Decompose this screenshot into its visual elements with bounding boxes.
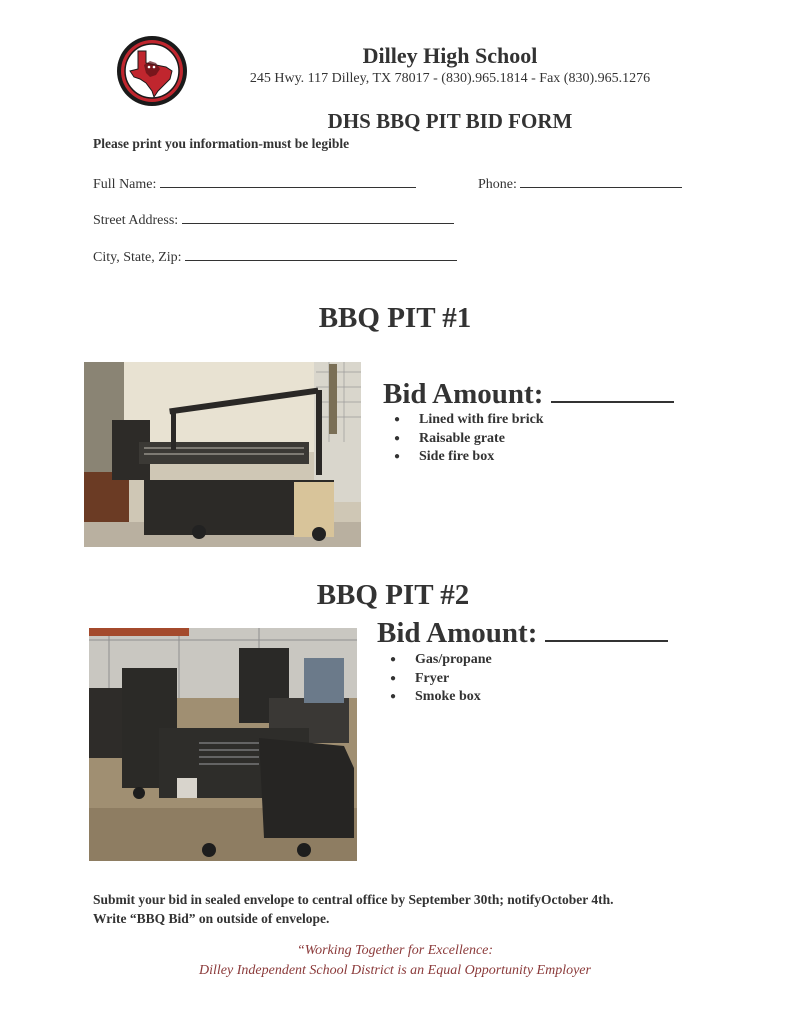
pit-2-bid-label: Bid Amount:: [377, 617, 538, 649]
phone-field: [478, 174, 682, 193]
footer: [140, 941, 650, 981]
pit-1-photo: [84, 362, 361, 547]
pit-2-feature-3: ● Smoke box: [390, 688, 492, 707]
school-address: 245 Hwy. 117 Dilley, TX 78017 - (830).965.1814 - Fax (830).965.1276: [249, 71, 651, 86]
pit-1-bid-input[interactable]: [551, 381, 674, 403]
school-logo: [116, 35, 188, 107]
city-state-zip-label: City, State, Zip:: [93, 250, 182, 265]
submit-instructions: [93, 890, 713, 928]
pit-1-heading: BBQ PIT #1: [318, 302, 472, 334]
pit-1-features: [394, 411, 544, 467]
submit-line-2: Write “BBQ Bid” on outside of envelope.: [93, 911, 330, 926]
footer-motto: “Working Together for Excellence:: [296, 943, 494, 958]
pit-1-bid-amount: [383, 378, 674, 411]
school-name: Dilley High School: [362, 43, 538, 68]
phone-label: Phone:: [478, 177, 517, 192]
phone-input[interactable]: [520, 174, 682, 188]
full-name-input[interactable]: [160, 174, 416, 188]
pit-2-feature-1: ● Gas/propane: [390, 651, 492, 670]
city-state-zip-field: [93, 247, 457, 266]
pit-2-photo: [89, 628, 357, 861]
form-title: DHS BBQ PIT BID FORM: [327, 109, 573, 133]
pit-2-heading: BBQ PIT #2: [316, 579, 470, 611]
street-address-label: Street Address:: [93, 213, 179, 228]
full-name-field: [93, 174, 416, 193]
pit-2-bid-input[interactable]: [545, 620, 668, 642]
city-state-zip-input[interactable]: [185, 247, 457, 261]
pit-2-features: [390, 651, 492, 707]
footer-eoe: Dilley Independent School District is an Equal Opportunity Employer: [199, 963, 591, 978]
pit-1-feature-3: ● Side fire box: [394, 448, 544, 467]
pit-1-bid-label: Bid Amount:: [383, 378, 544, 410]
street-address-field: [93, 210, 454, 229]
texas-wolf-logo-icon: [116, 35, 188, 107]
pit-1-feature-1: ● Lined with fire brick: [394, 411, 544, 430]
full-name-label: Full Name:: [93, 177, 157, 192]
pit-2-bid-amount: [377, 617, 668, 650]
submit-line-1: Submit your bid in sealed envelope to central office by September 30th; notifyOctober 4th.: [93, 892, 614, 907]
street-address-input[interactable]: [182, 210, 454, 224]
form-instructions: Please print you information-must be legible: [93, 136, 350, 151]
pit-2-feature-2: ● Fryer: [390, 670, 492, 689]
pit-1-feature-2: ● Raisable grate: [394, 430, 544, 449]
